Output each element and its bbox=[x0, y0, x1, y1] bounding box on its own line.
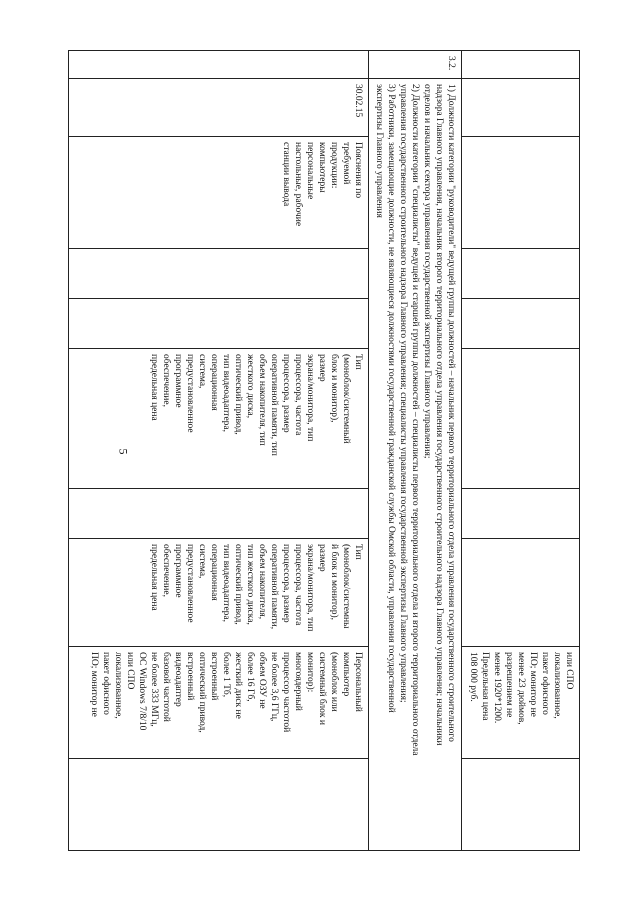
table-row bbox=[69, 51, 369, 851]
item-code: 30.02.15 bbox=[69, 79, 369, 137]
section-number: 3.2. bbox=[369, 51, 462, 79]
section-line: 3) Работники, замещающие должности, не являющиеся должностями государственной гражданской службы Омской области, управления государственной bbox=[386, 84, 396, 713]
section-line: отделов и начальник сектора управления государственной экспертизы Главного управления; bbox=[422, 84, 432, 459]
section-line: экспертизы Главного управления bbox=[374, 84, 384, 218]
section-line: 2) Должности категории "специалисты" ведущей и старшей группы должностей – специалисты первого территориального отдела и второго территориального отдела bbox=[410, 84, 420, 756]
item-name: Пояснения по требуемой продукции: компьютеры персональные настольные, рабочие станции вывода bbox=[69, 137, 369, 249]
item-characteristics: Тип (моноблок/системный блок и монитор), размер экрана/монитора, тип процессора, частота процессора, размер оперативной памяти, тип объем накопителя, тип жесткого диска, оптический привод, тип видеоадаптера, операционная система, предустановленное программное обеспечение, предельная цена bbox=[69, 349, 369, 489]
table-row bbox=[462, 51, 580, 851]
rotated-page-content bbox=[60, 50, 580, 850]
price-limit-cell: или СПО локализованное, пакет офисного ПО; монитор не менее 23 дюймов, разрешением не менее 1920*1200. Предельная цена 108 000 руб. bbox=[462, 647, 580, 759]
section-line: надзора Главного управления, начальник второго территориального отдела управления государственного строительного надзора Главного управления; начальники bbox=[434, 84, 444, 746]
section-row bbox=[369, 51, 462, 851]
page-number: 5 bbox=[116, 448, 131, 455]
item-value: Персональный компьютер (моноблок или системный блок и монитор): многоядерный процессор частотой не более 3,6 ГГц, объем ОЗУ не более 16 Гб, жесткий диск не более 1 Тб, встроенный оптический привод, встроенный видеоадаптер базовой частотой не более 333 МГц, ОС Windows 7/8/10 или СПО локализованное, пакет офисного ПО; монитор не bbox=[69, 647, 369, 759]
item-characteristics-secondary: Тип (моноблок/системны й блок и монитор), размер экрана/монитора, тип процессора, частота процессора, размер оперативной памяти, объем накопителя, тип жесткого диска, оптический привод, тип видеоадаптера, операционная система, предустановленное программное обеспечение, предельная цена bbox=[69, 539, 369, 647]
requirements-table bbox=[68, 50, 580, 851]
section-line: 1) Должности категории "руководители" ведущей группы должностей – начальник первого территориального отдела управления государственного строительного bbox=[446, 84, 456, 742]
section-line: управления государственного строительного надзора Главного управления; специалисты управления государственной экспертизы Главного управления; bbox=[398, 84, 408, 703]
section-description bbox=[369, 79, 462, 851]
